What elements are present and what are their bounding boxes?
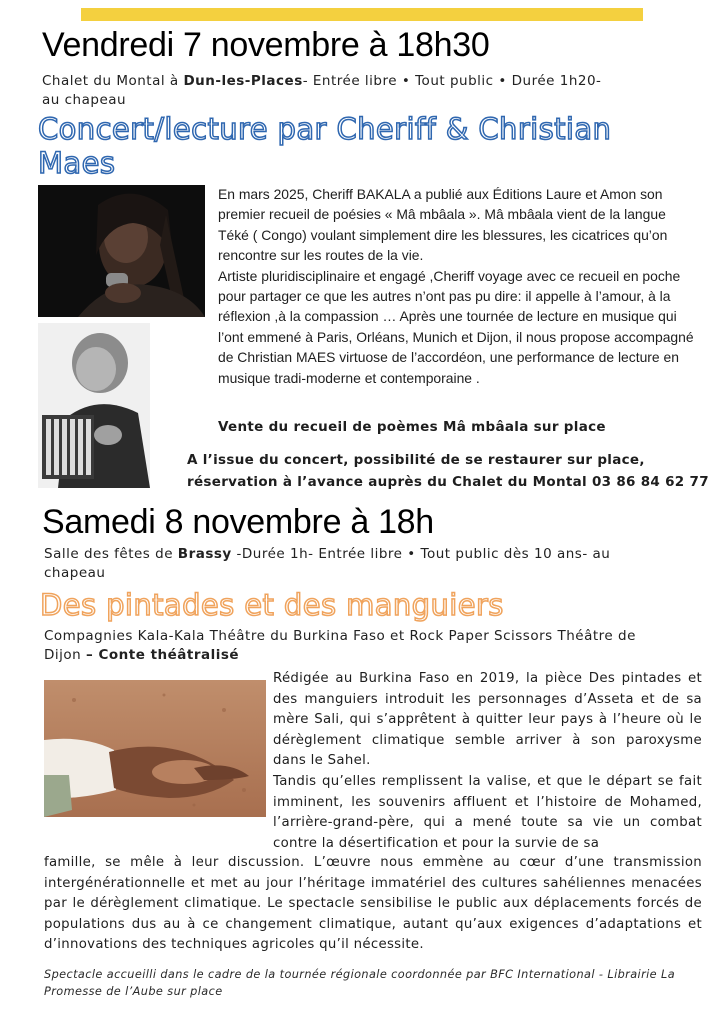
top-accent-bar xyxy=(81,8,643,21)
event1-description xyxy=(218,184,698,388)
photo-accordion-player xyxy=(38,323,150,488)
event2-title: Des pintades et des manguiers xyxy=(40,588,504,622)
event2-info-suffix: -Durée 1h- Entrée libre • Tout public dès 10 ans- au xyxy=(231,546,611,562)
event1-restaurant-line1: A l’issue du concert, possibilité de se restaurer sur place, xyxy=(187,452,645,468)
event2-info-prefix: Salle des fêtes de xyxy=(44,546,178,562)
photo-singer xyxy=(38,185,205,317)
event1-sale-line: Vente du recueil de poèmes Mâ mbâala sur place xyxy=(218,419,606,435)
event2-description-wrap xyxy=(273,669,702,854)
event2-info-line2: chapeau xyxy=(44,565,106,581)
event1-paragraph-1: En mars 2025, Cheriff BAKALA a publié aux Éditions Laure et Amon son premier recueil de poésies « Mâ mbâala ». Mâ mbâala vient de la langue Téké ( Congo) voulant simplement dire les blessures, les cicatrices qu’on rencontre sur les routes de la vie. xyxy=(218,186,668,264)
event2-info xyxy=(44,545,704,583)
event1-title-line1: Concert/lecture par Cheriff & Christian xyxy=(38,112,612,146)
event2-date-title: Samedi 8 novembre à 18h xyxy=(42,503,434,541)
event2-paragraph-1: Rédigée au Burkina Faso en 2019, la pièce Des pintades et des manguiers introduit les personnages d’Asseta et de sa mère Sali, qui s’apprêtent à quitter leur pays à l’heure où le dérèglement climatique semble arriver à son paroxysme dans le Sahel. xyxy=(273,671,702,769)
event2-company-line2-prefix: Dijon xyxy=(44,647,87,663)
event1-paragraph-2: Artiste pluridisciplinaire et engagé ,Cheriff voyage avec ce recueil en poche pour partager ce que les autres n’ont pas pu dire: il appelle à l’amour, à la réflexion ,à la compassion … Après une tournée de lecture en musique qui l’ont emmené à Paris, Orléans, Munich et Dijon, il nous propose accompagné de Christian MAES virtuose de l’accordéon, une performance de lecture en musique tradi-moderne et contemporaine . xyxy=(218,267,694,386)
event1-title xyxy=(38,112,718,180)
event2-paragraph-2: Tandis qu’elles remplissent la valise, et que le départ se fait imminent, les souvenirs affluent et l’histoire de Mohamed, l’arrière-grand-père, qui a mené toute sa vie un combat contre la désertification et pour la survie de sa xyxy=(273,773,702,851)
event1-info xyxy=(42,72,702,110)
event2-company-genre: – Conte théâtralisé xyxy=(86,647,240,663)
event1-info-prefix: Chalet du Montal à xyxy=(42,73,184,89)
event1-info-suffix: - Entrée libre • Tout public • Durée 1h20- xyxy=(302,73,602,89)
photo-hand-soil xyxy=(44,680,266,817)
event2-paragraph-2-continued: famille, se mêle à leur discussion. L’œuvre nous emmène au cœur d’une transmission intergénérationnelle et met au jour l’héritage immatériel des cultures sahéliennes menacées par le dérèglement climatique. Le spectacle sensibilise le public aux déplacements forcés de populations dus au à ce changement climatique, autant qu’aux exigences d’adaptations et d’innovations des techniques agricoles qu’il nécessite. xyxy=(44,855,702,953)
event1-date-title: Vendredi 7 novembre à 18h30 xyxy=(42,26,490,64)
event1-info-line2: au chapeau xyxy=(42,92,127,108)
event1-title-line2: Maes xyxy=(38,146,116,180)
event2-info-place: Brassy xyxy=(177,546,232,562)
event2-note: Spectacle accueilli dans le cadre de la tournée régionale coordonnée par BFC International - Librairie La Promesse de l’Aube sur place xyxy=(44,968,676,998)
event1-info-place: Dun-les-Places xyxy=(183,73,303,89)
event1-restaurant-line2: réservation à l’avance auprès du Chalet du Montal 03 86 84 62 77 xyxy=(187,474,709,490)
event2-company xyxy=(44,627,714,665)
event2-company-line1: Compagnies Kala-Kala Théâtre du Burkina Faso et Rock Paper Scissors Théâtre de xyxy=(44,628,636,644)
